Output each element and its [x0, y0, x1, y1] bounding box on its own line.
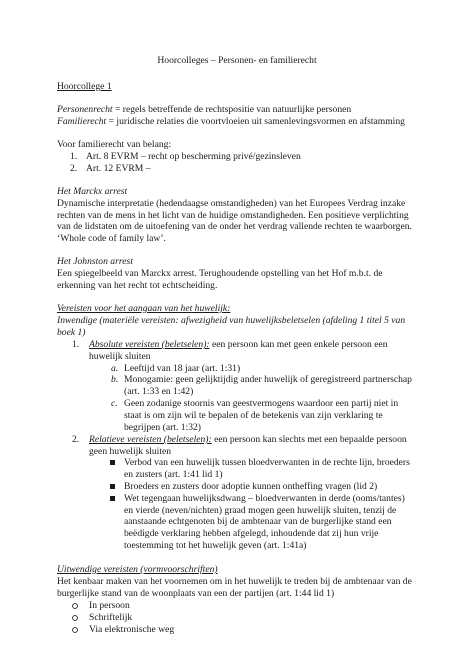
- inwendige-line: Inwendige (materiële vereisten: afwezigheid van huwelijksbeletselen (afdeling 1 titel 5 van: [57, 315, 406, 326]
- marckx-heading: Het Marckx arrest: [57, 186, 128, 197]
- lecture-heading: Hoorcollege 1: [57, 81, 112, 92]
- abs-item: begrijpen (art. 1:32): [124, 422, 201, 433]
- evrm-item-num: 1.: [70, 151, 78, 162]
- vereisten-heading: Vereisten voor het aangaan van het huwelijk:: [57, 303, 231, 314]
- rel-item: en vierde (neven/nichten) graad mogen geen huwelijk sluiten, tenzij de: [124, 505, 397, 516]
- marckx-line: Dynamische interpretatie (hedendaagse omstandigheden) van het Europees Verdrag inzake: [57, 198, 406, 209]
- rel-item: aanstaande echtgenoten bij de ambtenaar van de burgerlijke stand een: [124, 516, 392, 527]
- open-circle-bullet-icon: [72, 615, 78, 621]
- johnston-heading: Het Johnston arrest: [57, 256, 133, 267]
- relative-text-cont: geen huwelijk sluiten: [89, 446, 172, 457]
- rel-item: Verbod van een huwelijk tussen bloedverwanten in de rechte lijn, broeders: [124, 457, 410, 468]
- abs-item-letter: c.: [111, 398, 118, 409]
- rel-item: Wet tegengaan huwelijksdwang – bloedverwanten in derde (ooms/tantes): [124, 493, 405, 504]
- familierecht-definition: [57, 116, 405, 128]
- abs-item: staat is om zijn wil te bepalen of de betekenis van zijn verklaring te: [124, 410, 383, 421]
- rel-item: Broeders en zusters door adoptie kunnen ontheffing vragen (lid 2): [124, 481, 378, 492]
- evrm-item: Art. 8 EVRM – recht op bescherming privé/gezinsleven: [86, 151, 301, 162]
- absolute-num: 1.: [72, 339, 80, 350]
- familierecht-term: Familierecht: [57, 116, 107, 127]
- familierecht-def: = juridische relaties die voortvloeien uit samenlevingsvormen en afstamming: [106, 116, 405, 127]
- uitwendige-line: burgerlijke stand van de woonplaats van een der partijen (art. 1:44 lid 1): [57, 588, 335, 599]
- abs-item: Monogamie: geen gelijktijdig ander huwelijk of geregistreerd partnerschap: [124, 374, 412, 385]
- rel-item: beëdigde verklaring hebben afgelegd, inhoudende dat zij hun vrije: [124, 528, 379, 539]
- rel-item: toestemming tot het huwelijk geven (art. 1:41a): [124, 540, 307, 551]
- open-circle-bullet-icon: [72, 603, 78, 609]
- johnston-line: Een spiegelbeeld van Marckx arrest. Terughoudende opstelling van het Hof m.b.t. de: [57, 268, 383, 279]
- absolute-label: Absolute vereisten (beletselen):: [89, 339, 210, 350]
- marckx-line: rechten van de mens in het licht van de huidige omstandigheden. Een positieve verplichting: [57, 210, 409, 221]
- evrm-item: Art. 12 EVRM –: [86, 163, 151, 174]
- uitwendige-line: Het kenbaar maken van het voornemen om in het huwelijk te treden bij de ambtenaar van de: [57, 576, 412, 587]
- relatieve-vereisten: [89, 434, 407, 446]
- filled-square-bullet-icon: [110, 460, 115, 465]
- evrm-intro: Voor familierecht van belang:: [57, 139, 172, 150]
- uitwendige-item: Via elektronische weg: [89, 624, 175, 635]
- document-title: Hoorcolleges – Personen- en familierecht: [157, 55, 317, 66]
- relative-label: Relatieve vereisten (beletselen):: [89, 434, 212, 445]
- marckx-line: van de lidstaten om de uitoefening van de onder het verdrag vallende rechten te waarborgen.: [57, 221, 412, 232]
- personenrecht-def: = regels betreffende de rechtspositie van natuurlijke personen: [112, 104, 352, 115]
- uitwendige-heading: Uitwendige vereisten (vormvoorschriften): [57, 564, 218, 575]
- johnston-line: erkenning van het recht tot echtscheiding.: [57, 280, 218, 291]
- evrm-item-num: 2.: [70, 163, 78, 174]
- uitwendige-item: In persoon: [89, 600, 130, 611]
- open-circle-bullet-icon: [72, 627, 78, 633]
- personenrecht-term: Personenrecht: [57, 104, 113, 115]
- marckx-line: ‘Whole code of family law’.: [57, 233, 166, 244]
- abs-item: (art. 1:33 en 1:42): [124, 386, 194, 397]
- abs-item: Leeftijd van 18 jaar (art. 1:31): [124, 363, 241, 374]
- relative-num: 2.: [72, 434, 80, 445]
- abs-item-letter: a.: [111, 363, 119, 374]
- absolute-text-cont: huwelijk sluiten: [89, 351, 151, 362]
- inwendige-line: boek 1): [57, 327, 86, 338]
- absolute-text: een persoon kan met geen enkele persoon een: [209, 339, 388, 350]
- relative-text: een persoon kan slechts met een bepaalde persoon: [211, 434, 407, 445]
- abs-item-letter: b.: [111, 374, 119, 385]
- abs-item: Geen zodanige stoornis van geestvermogens waardoor een partij niet in: [124, 398, 399, 409]
- uitwendige-item: Schriftelijk: [89, 612, 133, 623]
- filled-square-bullet-icon: [110, 484, 115, 489]
- filled-square-bullet-icon: [110, 496, 115, 501]
- absolute-vereisten: [89, 339, 388, 351]
- rel-item: en zusters (art. 1:41 lid 1): [124, 469, 223, 480]
- personenrecht-definition: [57, 104, 351, 116]
